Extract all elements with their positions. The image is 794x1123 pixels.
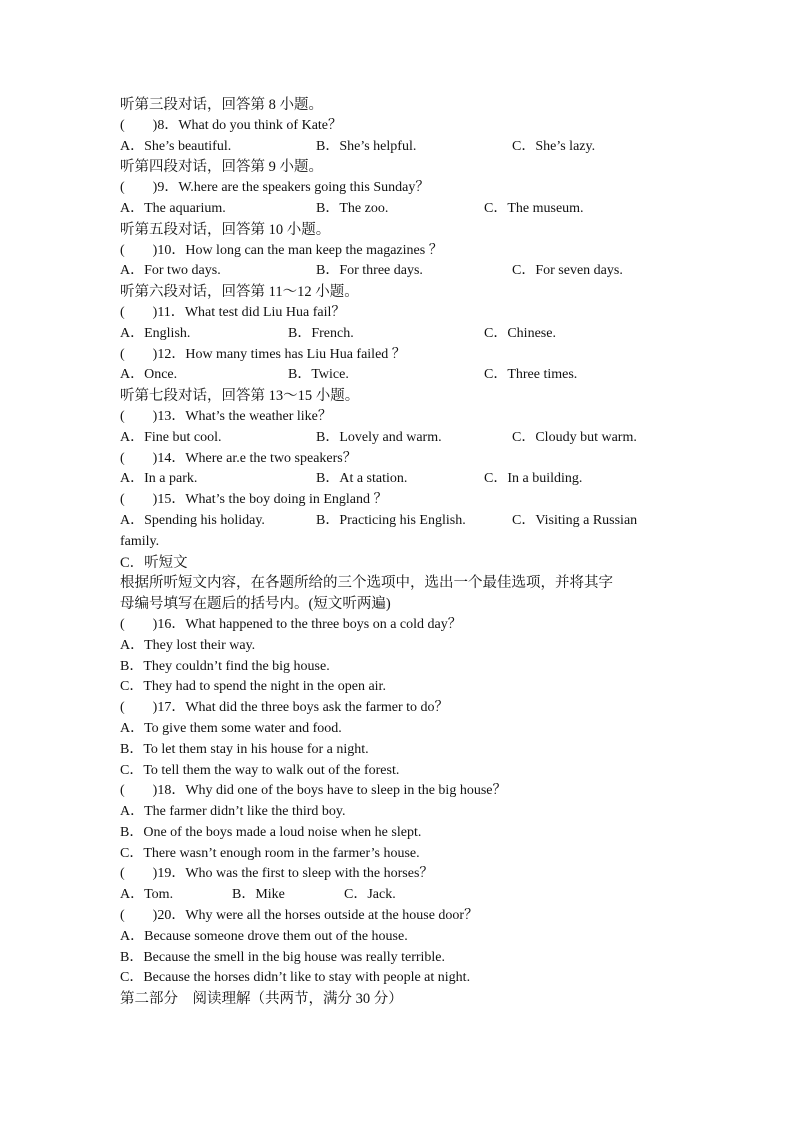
option-b: B．Practicing his English. [316, 512, 466, 528]
question-14 [120, 449, 680, 470]
question-text: How many times has Liu Hua failed ？ [185, 346, 406, 362]
question-text: What’s the weather like？ [185, 408, 332, 424]
option-c: C．The museum. [484, 200, 584, 216]
option-b: B．To let them stay in his house for a night. [120, 741, 369, 757]
question-text: What happened to the three boys on a cold day？ [185, 616, 462, 632]
question-12-options [120, 365, 680, 386]
question-text: Why were all the horses outside at the house door？ [185, 908, 479, 924]
option-a: A．She’s beautiful. [120, 138, 232, 154]
section-7-heading: 听第七段对话，回答第 13～15 小题。 [120, 388, 360, 405]
question-number: ( )19． [120, 866, 186, 882]
option-a: A．For two days. [120, 263, 221, 279]
question-number: ( )17． [120, 700, 186, 716]
section-3-heading: 听第三段对话，回答第 8 小题。 [120, 97, 323, 113]
section-5-heading: 听第五段对话，回答第 10 小题。 [120, 221, 331, 238]
option-a: A．The farmer didn’t like the third boy. [120, 804, 346, 820]
option-c: C．Three times. [484, 367, 578, 383]
option-a: A．English. [120, 325, 191, 341]
option-b: B．At a station. [316, 471, 408, 487]
question-text: What did the three boys ask the farmer to do？ [185, 700, 449, 716]
question-number: ( )8． [120, 117, 179, 133]
question-text: Who was the first to sleep with the horses？ [185, 866, 434, 882]
question-11 [120, 303, 680, 324]
question-9 [120, 178, 680, 199]
exam-page [120, 95, 680, 1010]
option-a: A．They lost their way. [120, 637, 256, 653]
question-text: W.here are the speakers going this Sunday？ [178, 180, 430, 196]
question-18 [120, 781, 680, 802]
option-c: C．Chinese. [484, 325, 556, 341]
question-14-options [120, 469, 680, 490]
option-a: A．Once. [120, 367, 178, 383]
option-b: B．French. [288, 325, 354, 341]
option-c: C．They had to spend the night in the open air. [120, 679, 386, 695]
option-b: B．For three days. [316, 263, 423, 279]
question-number: ( )14． [120, 450, 186, 466]
question-13-options [120, 428, 680, 449]
question-8 [120, 116, 680, 137]
question-text: What do you think of Kate？ [178, 117, 343, 133]
option-c: C．She’s lazy. [512, 138, 596, 154]
section-6-heading: 听第六段对话，回答第 11～12 小题。 [120, 284, 359, 301]
option-a: A．Fine but cool. [120, 429, 222, 445]
option-b: B．The zoo. [316, 200, 389, 216]
option-c: C．To tell them the way to walk out of the forest. [120, 762, 400, 778]
option-b: B．Twice. [288, 367, 349, 383]
question-11-options [120, 324, 680, 345]
option-c: C．Visiting a Russian [512, 512, 638, 528]
section-c-instructions-line-2: 母编号填写在题后的括号内。(短文听两遍) [120, 596, 391, 613]
part-2-heading: 第二部分 阅读理解（共两节，满分 30 分） [120, 991, 403, 1008]
question-number: ( )10． [120, 242, 186, 258]
option-c: C．In a building. [484, 471, 583, 487]
question-16 [120, 615, 680, 636]
question-number: ( )16． [120, 616, 186, 632]
option-c: C．Because the horses didn’t like to stay with people at night. [120, 970, 471, 986]
question-8-options [120, 137, 680, 158]
option-a: A．Tom. [120, 887, 174, 903]
question-12 [120, 345, 680, 366]
question-number: ( )18． [120, 783, 186, 799]
question-text: How long can the man keep the magazines ？ [185, 242, 443, 258]
option-c: C．There wasn’t enough room in the farmer’s house. [120, 845, 420, 861]
question-number: ( )13． [120, 408, 186, 424]
option-c: C．Cloudy but warm. [512, 429, 637, 445]
question-text: Why did one of the boys have to sleep in the big house？ [185, 783, 507, 799]
question-number: ( )15． [120, 492, 186, 508]
option-a: A．Because someone drove them out of the house. [120, 928, 408, 944]
option-b: B．They couldn’t find the big house. [120, 658, 330, 674]
question-number: ( )20． [120, 908, 186, 924]
question-20 [120, 906, 680, 927]
option-c-continuation: family. [120, 533, 160, 549]
option-c: C．For seven days. [512, 263, 623, 279]
option-b: B．Because the smell in the big house was really terrible. [120, 949, 446, 965]
question-text: What’s the boy doing in England ？ [185, 492, 388, 508]
option-b: B．Mike [232, 887, 285, 903]
question-13 [120, 407, 680, 428]
option-a: A．The aquarium. [120, 200, 226, 216]
section-c-heading: C．听短文 [120, 554, 188, 571]
section-c-instructions-line-1: 根据所听短文内容，在各题所给的三个选项中，选出一个最佳选项，并将其字 [120, 575, 613, 592]
question-15 [120, 490, 680, 511]
option-b: B．She’s helpful. [316, 138, 417, 154]
question-9-options [120, 199, 680, 220]
section-4-heading: 听第四段对话，回答第 9 小题。 [120, 159, 323, 176]
option-a: A．Spending his holiday. [120, 512, 265, 528]
question-17 [120, 698, 680, 719]
option-a: A．In a park. [120, 471, 198, 487]
question-number: ( )9． [120, 180, 179, 196]
question-10 [120, 241, 680, 262]
question-text: Where ar.e the two speakers？ [185, 450, 357, 466]
question-number: ( )12． [120, 346, 186, 362]
question-text: What test did Liu Hua fail？ [184, 304, 346, 320]
option-b: B．Lovely and warm. [316, 429, 442, 445]
question-10-options [120, 261, 680, 282]
question-19 [120, 864, 680, 885]
option-a: A．To give them some water and food. [120, 720, 342, 736]
question-15-options [120, 511, 680, 532]
question-number: ( )11． [120, 304, 185, 320]
question-19-options [120, 885, 680, 906]
option-b: B．One of the boys made a loud noise when he slept. [120, 824, 422, 840]
option-c: C．Jack. [344, 887, 396, 903]
